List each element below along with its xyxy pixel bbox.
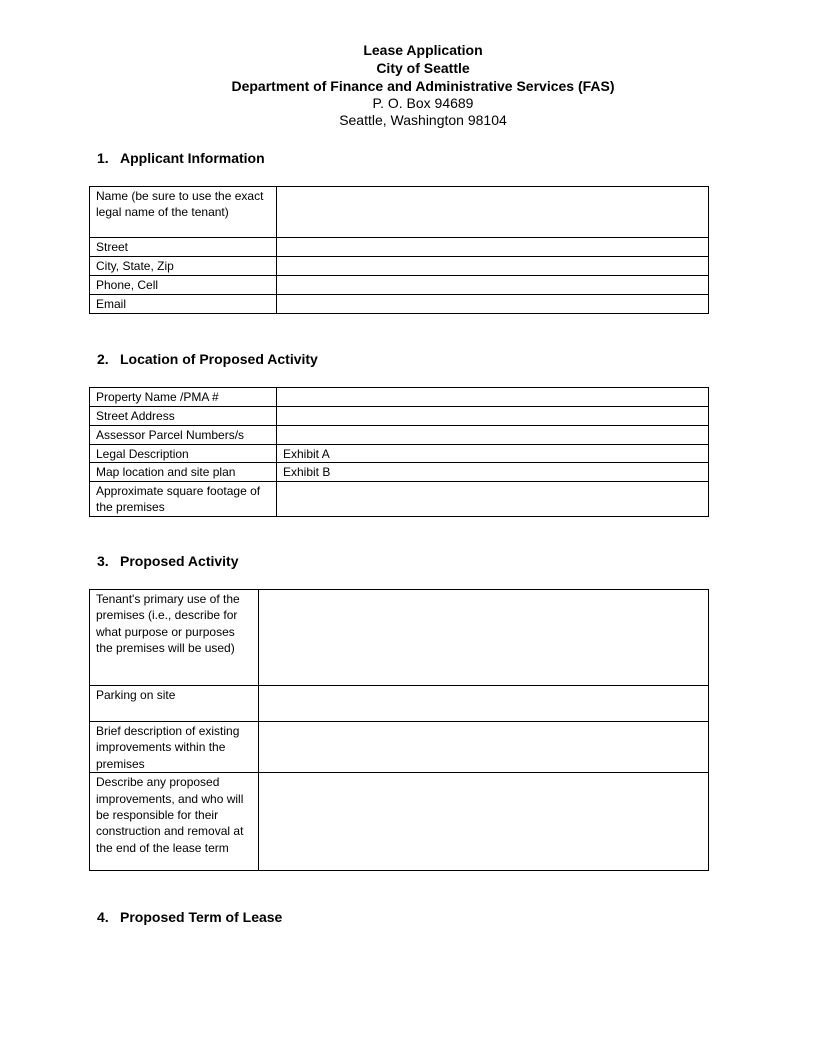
section-4-title: 4. Proposed Term of Lease: [97, 909, 283, 925]
email-field[interactable]: [277, 295, 709, 314]
property-name-field[interactable]: [277, 388, 709, 407]
proposed-improvements-field[interactable]: [259, 773, 709, 871]
section-1-title: 1. Applicant Information: [97, 150, 265, 166]
map-location-value: Exhibit B: [277, 463, 709, 481]
row-label: Legal Description: [90, 445, 277, 463]
row-label: Parking on site: [90, 686, 259, 722]
row-label: Tenant's primary use of the premises (i.e., describe for what purpose or purposes the premises will be used): [90, 590, 259, 686]
row-label: Assessor Parcel Numbers/s: [90, 426, 277, 445]
parking-field[interactable]: [259, 686, 709, 722]
row-label: Street Address: [90, 407, 277, 426]
table-row: [90, 187, 709, 238]
table-row: [90, 445, 709, 463]
table-row: [90, 722, 709, 773]
row-label: Map location and site plan: [90, 463, 277, 481]
tenant-name-field[interactable]: [277, 187, 709, 238]
row-label: Name (be sure to use the exact legal name of the tenant): [90, 187, 277, 238]
document-header: [0, 41, 816, 129]
table-row: [90, 686, 709, 722]
proposed-activity-table: [89, 589, 709, 871]
applicant-information-table: [89, 186, 709, 314]
row-label: Brief description of existing improvements within the premises: [90, 722, 259, 773]
table-row: [90, 276, 709, 295]
table-row: [90, 238, 709, 257]
primary-use-field[interactable]: [259, 590, 709, 686]
row-label: Approximate square footage of the premises: [90, 481, 277, 516]
table-row: [90, 407, 709, 426]
row-label: Email: [90, 295, 277, 314]
row-label: City, State, Zip: [90, 257, 277, 276]
section-3-title: 3. Proposed Activity: [97, 553, 239, 569]
table-row: [90, 257, 709, 276]
table-row: [90, 295, 709, 314]
city-address: Seattle, Washington 98104: [339, 112, 507, 128]
phone-cell-field[interactable]: [277, 276, 709, 295]
row-label: Phone, Cell: [90, 276, 277, 295]
row-label: Describe any proposed improvements, and who will be responsible for their construction and removal at the end of the lease term: [90, 773, 259, 871]
table-row: [90, 773, 709, 871]
section-2-title: 2. Location of Proposed Activity: [97, 351, 318, 367]
table-row: [90, 481, 709, 516]
po-box: P. O. Box 94689: [372, 95, 474, 111]
row-label: Property Name /PMA #: [90, 388, 277, 407]
table-row: [90, 463, 709, 481]
location-table: [89, 387, 709, 517]
street-field[interactable]: [277, 238, 709, 257]
legal-description-value: Exhibit A: [277, 445, 709, 463]
table-row: [90, 590, 709, 686]
street-address-field[interactable]: [277, 407, 709, 426]
table-row: [90, 426, 709, 445]
document-title: Lease Application: [363, 42, 483, 58]
department-name: Department of Finance and Administrative Services (FAS): [231, 78, 615, 94]
city-name: City of Seattle: [376, 60, 470, 76]
city-state-zip-field[interactable]: [277, 257, 709, 276]
row-label: Street: [90, 238, 277, 257]
parcel-numbers-field[interactable]: [277, 426, 709, 445]
existing-improvements-field[interactable]: [259, 722, 709, 773]
square-footage-field[interactable]: [277, 481, 709, 516]
table-row: [90, 388, 709, 407]
